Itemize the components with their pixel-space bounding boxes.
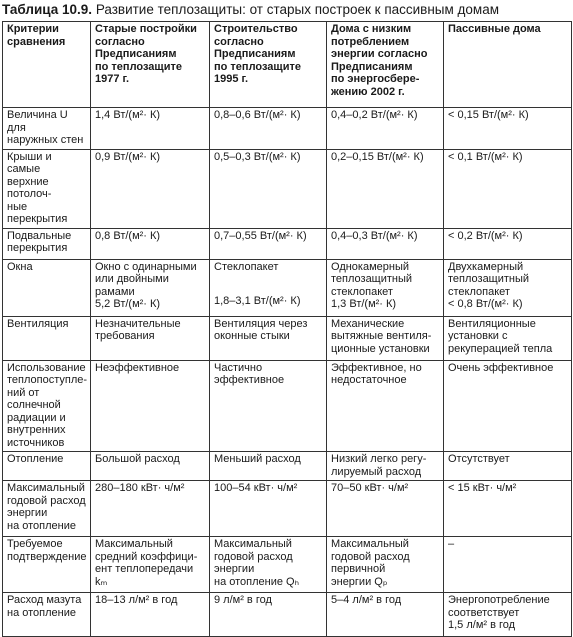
cell-text-line: годовой расход (214, 550, 293, 563)
cell-construction-1995 (210, 360, 327, 452)
cell-passive-houses (444, 452, 572, 481)
cell-text-line: < 0,15 Вт/(м²· К) (448, 109, 529, 121)
cell-text-line: Эффективное, но (331, 361, 422, 374)
cell-text-line: Двухкамерный (448, 260, 524, 273)
cell-low-energy-2002 (327, 228, 444, 259)
cell-text-line: Незначительные (95, 317, 181, 330)
cell-passive-houses (444, 259, 572, 316)
cell-text-line: Механические (331, 317, 405, 330)
cell-passive-houses (444, 316, 572, 360)
cell-low-energy-2002 (327, 593, 444, 637)
cell-text-line: Максимальный (7, 482, 85, 494)
cell-construction-1995 (210, 537, 327, 593)
cell-text-line: ционные установки (331, 342, 430, 355)
cell-text-line: Максимальный (331, 538, 409, 550)
cell-construction-1995 (210, 593, 327, 637)
table-row (3, 593, 572, 637)
cell-text-line: Окно с одинарными (95, 260, 197, 273)
cell-text-line: 100–54 кВт· ч/м² (214, 482, 298, 494)
cell-text-line: наружных стен (7, 134, 84, 146)
cell-text-line: соответствует (448, 606, 520, 619)
cell-text-line: Предписаниям (214, 48, 296, 60)
cell-passive-houses (444, 149, 572, 228)
cell-text-line: энергии (7, 507, 48, 519)
cell-criterion (3, 360, 91, 452)
cell-text-line: 0,5–0,3 Вт/(м²· К) (214, 150, 301, 163)
cell-spacer (214, 273, 322, 284)
cell-passive-houses (444, 537, 572, 593)
cell-text-line: < 0,2 Вт/(м²· К) (448, 229, 523, 242)
cell-spacer (214, 284, 322, 295)
cell-text-line: энергии согласно (331, 48, 428, 60)
cell-old-buildings-1977 (91, 259, 210, 316)
table-row (3, 360, 572, 452)
cell-text-line: Вентиляция через (214, 317, 308, 330)
cell-passive-houses (444, 108, 572, 150)
cell-criterion (3, 316, 91, 360)
cell-text-line: Вентиляционные (448, 317, 536, 330)
cell-text-line: стеклопакет (448, 285, 510, 298)
cell-text-line: теплопоступле- (7, 374, 88, 386)
cell-low-energy-2002 (327, 108, 444, 150)
cell-construction-1995 (210, 108, 327, 150)
cell-old-buildings-1977 (91, 108, 210, 150)
cell-text-line: рамами (95, 285, 135, 298)
cell-text-line: 1,4 Вт/(м²· К) (95, 109, 161, 121)
cell-text-line: установки с (448, 330, 508, 342)
cell-text-line: по энергосбере- (331, 73, 420, 85)
cell-text-line: Большой расход (95, 453, 180, 465)
cell-text-line: 1977 г. (95, 73, 130, 85)
cell-text-line: подтверждение (7, 550, 87, 563)
cell-construction-1995 (210, 228, 327, 259)
cell-text-line: 5–4 л/м² в год (331, 594, 402, 606)
cell-text-line: эффективное (214, 374, 285, 386)
cell-text-line: средний коэффици- (95, 550, 198, 563)
cell-old-buildings-1977 (91, 228, 210, 259)
cell-text-line: – (448, 538, 455, 550)
cell-text-line: первичной (331, 563, 386, 575)
cell-text-line: теплозащитный (448, 273, 530, 285)
cell-criterion (3, 259, 91, 316)
cell-text-line: Требуемое (7, 538, 63, 550)
cell-old-buildings-1977 (91, 452, 210, 481)
cell-text-line: Крыши и самые (7, 150, 52, 175)
cell-passive-houses (444, 228, 572, 259)
table-body (3, 108, 572, 637)
cell-text-line: < 15 кВт· ч/м² (448, 482, 517, 494)
cell-old-buildings-1977 (91, 316, 210, 360)
header-cell-construction-1995 (210, 22, 327, 108)
cell-text-line: Отопление (7, 453, 64, 465)
cell-text-line: kₘ (95, 575, 108, 588)
cell-text-line: Величина U для (7, 109, 68, 134)
header-cell-passive-houses (444, 22, 572, 108)
cell-text-line: 0,7–0,55 Вт/(м²· К) (214, 229, 307, 242)
header-cell-criterion (3, 22, 91, 108)
cell-text-line: 1,8–3,1 Вт/(м²· К) (214, 295, 301, 307)
cell-text-line: Окна (7, 260, 33, 273)
cell-passive-houses (444, 360, 572, 452)
cell-text-line: оконные стыки (214, 330, 290, 342)
cell-text-line: Дома с низким (331, 23, 412, 35)
cell-text-line: 70–50 кВт· ч/м² (331, 482, 409, 494)
cell-text-line: 9 л/м² в год (214, 594, 272, 606)
cell-text-line: потреблением (331, 35, 410, 48)
table-number: Таблица 10.9. (2, 2, 93, 17)
cell-text-line: 0,8–0,6 Вт/(м²· К) (214, 109, 301, 121)
table-row (3, 537, 572, 593)
cell-low-energy-2002 (327, 360, 444, 452)
cell-text-line: на отопление Qₕ (214, 575, 300, 588)
cell-text-line: радиации и (7, 411, 66, 424)
cell-construction-1995 (210, 452, 327, 481)
cell-text-line: ные перекрытия (7, 200, 68, 225)
cell-low-energy-2002 (327, 537, 444, 593)
cell-text-line: Низкий легко регу- (331, 453, 427, 465)
table-row (3, 149, 572, 228)
cell-text-line: согласно (95, 35, 145, 48)
table-row (3, 108, 572, 150)
cell-old-buildings-1977 (91, 360, 210, 452)
cell-text-line: Энергопотребление (448, 594, 550, 606)
cell-text-line: теплозащитный (331, 273, 413, 285)
cell-text-line: Критерии (7, 23, 59, 35)
cell-old-buildings-1977 (91, 149, 210, 228)
cell-text-line: Подвальные (7, 229, 72, 242)
cell-low-energy-2002 (327, 259, 444, 316)
cell-text-line: Меньший расход (214, 453, 301, 465)
cell-text-line: 0,2–0,15 Вт/(м²· К) (331, 150, 424, 163)
cell-text-line: Использование (7, 361, 86, 374)
cell-text-line: Отсутствует (448, 453, 510, 465)
cell-text-line: лируемый расход (331, 465, 422, 478)
cell-old-buildings-1977 (91, 481, 210, 537)
cell-text-line: по теплозащите (214, 60, 301, 73)
cell-text-line: годовой расход (331, 550, 410, 563)
cell-passive-houses (444, 593, 572, 637)
cell-text-line: Максимальный (214, 538, 292, 550)
cell-text-line: < 0,8 Вт/(м²· К) (448, 298, 523, 310)
cell-text-line: энергии Qₚ (331, 575, 388, 588)
cell-text-line: Однокамерный (331, 260, 410, 273)
header-row (3, 22, 572, 108)
cell-passive-houses (444, 481, 572, 537)
cell-old-buildings-1977 (91, 537, 210, 593)
cell-text-line: рекуперацией тепла (448, 342, 553, 355)
cell-text-line: стеклопакет (331, 285, 393, 298)
cell-criterion (3, 452, 91, 481)
cell-text-line: 5,2 Вт/(м²· К) (95, 298, 161, 310)
cell-text-line: или двойными (95, 273, 169, 285)
cell-text-line: требования (95, 330, 155, 342)
cell-text-line: 0,8 Вт/(м²· К) (95, 229, 161, 242)
header-cell-old-buildings-1977 (91, 22, 210, 108)
cell-text-line: 1,3 Вт/(м²· К) (331, 298, 397, 310)
cell-text-line: Предписаниям (95, 48, 177, 60)
cell-low-energy-2002 (327, 149, 444, 228)
cell-text-line: сравнения (7, 35, 66, 48)
cell-text-line: Частично (214, 361, 263, 374)
cell-text-line: ент теплопередачи (95, 563, 194, 575)
cell-construction-1995 (210, 149, 327, 228)
cell-criterion (3, 537, 91, 593)
header-cell-low-energy-2002 (327, 22, 444, 108)
table-row (3, 481, 572, 537)
cell-text-line: по теплозащите (95, 60, 182, 73)
cell-text-line: Вентиляция (7, 317, 69, 330)
cell-text-line: Строительство (214, 23, 298, 35)
cell-text-line: годовой расход (7, 494, 86, 507)
cell-low-energy-2002 (327, 481, 444, 537)
cell-text-line: ний от солнечной (7, 386, 61, 411)
cell-text-line: Пассивные дома (448, 23, 541, 35)
cell-text-line: верхние потолоч- (7, 175, 52, 200)
cell-old-buildings-1977 (91, 593, 210, 637)
cell-text-line: 0,4–0,2 Вт/(м²· К) (331, 109, 418, 121)
cell-text-line: 1,5 л/м² в год (448, 619, 516, 631)
cell-construction-1995 (210, 316, 327, 360)
cell-low-energy-2002 (327, 316, 444, 360)
table-row (3, 452, 572, 481)
cell-text-line: вытяжные вентиля- (331, 330, 432, 342)
cell-text-line: источников (7, 436, 65, 449)
cell-text-line: 18–13 л/м² в год (95, 594, 178, 606)
cell-text-line: 280–180 кВт· ч/м² (95, 482, 185, 494)
cell-text-line: < 0,1 Вт/(м²· К) (448, 150, 523, 163)
cell-text-line: Предписаниям (331, 60, 413, 73)
cell-criterion (3, 593, 91, 637)
table-row (3, 228, 572, 259)
cell-criterion (3, 149, 91, 228)
cell-criterion (3, 108, 91, 150)
cell-text-line: Очень эффективное (448, 361, 554, 374)
table-title: Развитие теплозащиты: от старых построек к пассивным домам (95, 2, 499, 17)
cell-text-line: на отопление (7, 519, 76, 532)
cell-construction-1995 (210, 481, 327, 537)
cell-construction-1995 (210, 259, 327, 316)
cell-text-line: 0,4–0,3 Вт/(м²· К) (331, 229, 418, 242)
cell-criterion (3, 228, 91, 259)
cell-criterion (3, 481, 91, 537)
table-caption (2, 1, 571, 19)
cell-text-line: внутренних (7, 424, 66, 436)
cell-text-line: на отопление (7, 606, 76, 619)
cell-text-line: Старые постройки (95, 23, 197, 35)
cell-text-line: недостаточное (331, 374, 407, 386)
cell-text-line: Максимальный (95, 538, 173, 550)
cell-text-line: Расход мазута (7, 594, 82, 606)
cell-text-line: перекрытия (7, 242, 68, 254)
cell-text-line: согласно (214, 35, 264, 48)
cell-text-line: 1995 г. (214, 73, 249, 85)
cell-text-line: Стеклопакет (214, 260, 279, 273)
table-row (3, 259, 572, 316)
cell-text-line: 0,9 Вт/(м²· К) (95, 150, 161, 163)
cell-text-line: энергии (214, 563, 255, 575)
cell-text-line: Неэффективное (95, 361, 180, 374)
cell-low-energy-2002 (327, 452, 444, 481)
comparison-table (2, 21, 572, 637)
table-row (3, 316, 572, 360)
cell-text-line: жению 2002 г. (331, 85, 405, 98)
